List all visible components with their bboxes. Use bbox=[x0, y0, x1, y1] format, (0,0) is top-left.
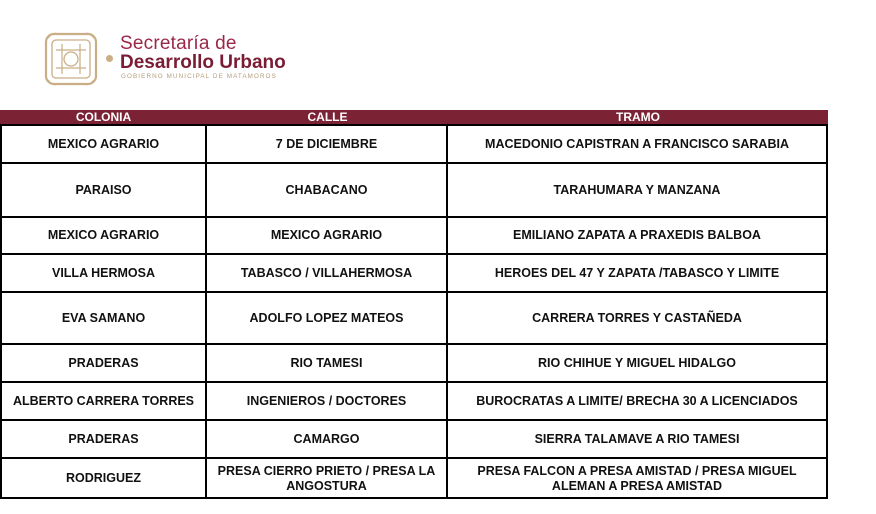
streets-table bbox=[0, 110, 828, 499]
cell-tramo: TARAHUMARA Y MANZANA bbox=[553, 182, 721, 197]
cell-calle: 7 DE DICIEMBRE bbox=[207, 126, 448, 162]
cell-tramo: SIERRA TALAMAVE A RIO TAMESI bbox=[534, 431, 740, 446]
table-row bbox=[2, 253, 826, 291]
header-tramo: TRAMO bbox=[616, 110, 660, 124]
header-calle: CALLE bbox=[307, 110, 348, 124]
header-colonia: COLONIA bbox=[75, 110, 132, 124]
cell-calle: RIO TAMESI bbox=[207, 345, 448, 381]
cell-tramo: PRESA FALCON A PRESA AMISTAD / PRESA MIGUEL ALEMAN A PRESA AMISTAD bbox=[477, 464, 797, 493]
cell-colonia: MEXICO AGRARIO bbox=[2, 218, 207, 253]
cell-colonia: ALBERTO CARRERA TORRES bbox=[2, 383, 207, 419]
table-header bbox=[0, 110, 828, 124]
cell-calle: ADOLFO LOPEZ MATEOS bbox=[207, 293, 448, 343]
table-row bbox=[2, 291, 826, 343]
table-row bbox=[2, 216, 826, 253]
table-row bbox=[2, 381, 826, 419]
table-row bbox=[2, 343, 826, 381]
cell-tramo: HEROES DEL 47 Y ZAPATA /TABASCO Y LIMITE bbox=[494, 265, 780, 280]
cell-tramo: BUROCRATAS A LIMITE/ BRECHA 30 A LICENCIADOS bbox=[476, 393, 798, 408]
cell-calle: TABASCO / VILLAHERMOSA bbox=[207, 255, 448, 291]
table-row bbox=[2, 419, 826, 457]
cell-calle: MEXICO AGRARIO bbox=[207, 218, 448, 253]
cell-tramo: EMILIANO ZAPATA A PRAXEDIS BALBOA bbox=[513, 228, 761, 242]
org-subtitle: GOBIERNO MUNICIPAL DE MATAMOROS bbox=[121, 73, 277, 80]
cell-colonia: PARAISO bbox=[2, 164, 207, 216]
cell-calle: INGENIEROS / DOCTORES bbox=[207, 383, 448, 419]
cell-calle: PRESA CIERRO PRIETO / PRESA LA ANGOSTURA bbox=[207, 459, 448, 497]
cell-calle: CAMARGO bbox=[207, 421, 448, 457]
cell-colonia: MEXICO AGRARIO bbox=[2, 126, 207, 162]
cell-colonia: VILLA HERMOSA bbox=[2, 255, 207, 291]
org-title-line1: Secretaría de bbox=[120, 33, 237, 54]
cell-tramo: CARRERA TORRES Y CASTAÑEDA bbox=[532, 310, 742, 325]
cell-tramo: RIO CHIHUE Y MIGUEL HIDALGO bbox=[538, 355, 736, 370]
table-row bbox=[2, 457, 826, 497]
municipal-seal-icon bbox=[42, 28, 100, 88]
table-row bbox=[2, 162, 826, 216]
table-row bbox=[2, 124, 826, 162]
cell-colonia: PRADERAS bbox=[2, 345, 207, 381]
page-header bbox=[42, 28, 362, 90]
org-title-line2: Desarrollo Urbano bbox=[120, 52, 286, 73]
logo-dot bbox=[106, 55, 113, 62]
cell-tramo: MACEDONIO CAPISTRAN A FRANCISCO SARABIA bbox=[485, 136, 789, 151]
table-body bbox=[0, 124, 828, 499]
cell-colonia: RODRIGUEZ bbox=[2, 459, 207, 497]
cell-colonia: PRADERAS bbox=[2, 421, 207, 457]
cell-calle: CHABACANO bbox=[207, 164, 448, 216]
cell-colonia: EVA SAMANO bbox=[2, 293, 207, 343]
